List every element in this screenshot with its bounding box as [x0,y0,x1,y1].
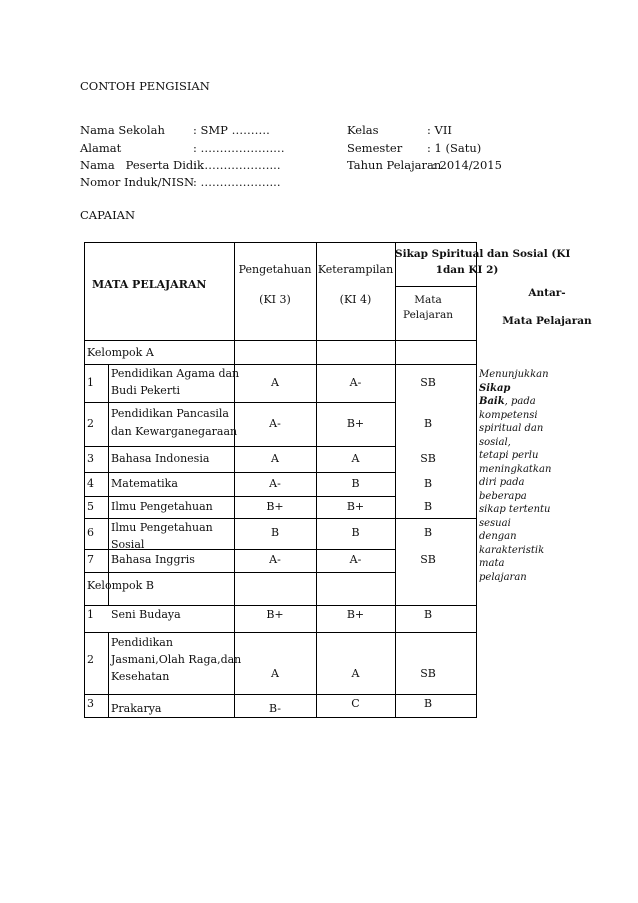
header-mata-pelajaran: MATA PELAJARAN [92,278,207,291]
info-label-semester: Semester [347,141,403,155]
note-line: sesuai dengan [479,517,517,542]
group-label-kelompok-b: Kelompok B [87,579,154,592]
row-subject: dan Kewarganegaraan [111,425,238,438]
row-ki3: A [271,667,279,680]
row-number: 4 [87,477,94,490]
row-number: 1 [87,608,94,621]
group-label-kelompok-a: Kelompok A [87,346,154,359]
row-subject: Budi Pekerti [111,384,181,397]
note-line: meningkatkan diri pada [479,463,552,488]
row-sikap: SB [420,667,436,680]
table-rule [84,402,395,403]
row-ki3: A [271,452,279,465]
info-value-tahun: : 2014/2015 [432,158,502,172]
row-subject: Matematika [111,477,178,490]
header-mata-line1: Mata [414,294,442,306]
row-ki3: B+ [266,608,284,621]
row-sikap: SB [420,376,436,389]
table-rule [108,632,109,718]
note-line: tetapi perlu [479,450,539,461]
row-ki3: A- [269,553,281,566]
table-rule [84,694,477,695]
note-line: spiritual dan sosial, [479,423,544,448]
row-ki3: B+ [266,500,284,513]
info-value-nama-sekolah: : SMP ………. [193,123,270,137]
row-ki4: A- [349,376,362,389]
header-antar-line2: Mata Pelajaran [502,315,592,327]
row-ki4: C [351,697,360,710]
info-value-nomor-induk: : ………………... [193,175,281,189]
note-text: , pada kompetensi [479,396,538,421]
row-ki4: B [351,526,360,539]
row-ki3: A [271,376,279,389]
info-value-nama-peserta: : ………………... [193,158,281,172]
info-value-alamat: : ……………….… [193,141,285,155]
row-number: 3 [87,452,94,465]
table-rule [84,242,85,718]
sikap-antar-mapel-note [479,368,551,584]
header-keterampilan-sub: (KI 4) [339,293,372,306]
row-sikap: B [423,500,433,513]
row-ki4: A [351,452,360,465]
row-subject: Sosial [111,538,145,551]
table-rule [84,605,477,606]
table-rule [84,518,477,519]
capaian-table [84,242,592,718]
row-subject: Pendidikan Pancasila [111,407,229,420]
row-sikap: B [423,477,433,490]
row-ki4: B+ [346,608,365,621]
row-number: 5 [87,500,94,513]
note-line: beberapa sikap tertentu [479,490,551,515]
row-subject: Bahasa Indonesia [111,452,210,465]
note-bold-baik: Baik [479,396,505,407]
row-number: 7 [87,553,94,566]
table-rule [84,340,477,341]
row-subject: Jasmani,Olah Raga,dan [111,653,242,666]
row-subject: Prakarya [111,702,162,715]
note-line [479,395,551,422]
row-number: 2 [87,417,94,430]
row-ki3: A- [269,417,281,430]
row-ki4: B+ [346,500,365,513]
note-line: karakteristik mata [479,544,545,569]
row-subject: Pendidikan Agama dan [111,367,240,380]
header-antar-line1: Antar- [528,287,566,299]
header-keterampilan: Keterampilan [317,263,394,276]
table-rule [84,632,477,633]
info-label-nomor-induk: Nomor Induk/NISN [80,175,195,189]
row-subject: Kesehatan [111,670,170,683]
row-sikap: B [423,697,433,710]
table-rule [84,572,395,573]
document-title: CONTOH PENGISIAN [80,79,210,93]
row-number: 1 [87,376,94,389]
info-label-nama-peserta: Nama Peserta Didik [80,158,204,172]
row-ki3: B- [268,702,281,715]
header-sikap-line1: Sikap Spiritual dan Sosial (KI [395,248,571,260]
info-label-nama-sekolah: Nama Sekolah [80,123,165,137]
info-value-semester: : 1 (Satu) [427,141,482,155]
row-ki3: A- [269,477,281,490]
row-number: 6 [87,526,94,539]
header-sikap-line2: 1dan KI 2) [435,264,499,276]
row-sikap: SB [420,553,436,566]
row-number: 3 [87,697,94,710]
table-rule [84,364,477,365]
row-subject: Ilmu Pengetahuan [111,500,213,513]
info-value-kelas: : VII [427,123,452,137]
row-sikap: SB [420,452,436,465]
row-subject: Bahasa Inggris [111,553,195,566]
row-ki3: B [270,526,280,539]
info-label-kelas: Kelas [347,123,379,137]
table-rule [84,717,477,718]
note-bold-sikap: Sikap [479,382,511,394]
note-line: pelajaran [479,571,527,583]
header-mata-line2: Pelajaran [403,309,453,321]
row-number: 2 [87,653,94,666]
header-pengetahuan: Pengetahuan [238,263,312,276]
table-rule [395,286,477,287]
row-subject: Pendidikan [111,636,173,649]
table-rule [84,472,395,473]
row-ki4: A [351,667,360,680]
row-sikap: B [423,526,433,539]
info-label-alamat: Alamat [80,141,122,155]
note-line [479,368,551,395]
row-sikap: B [423,608,433,621]
info-label-tahun: Tahun Pelajaran [347,158,442,172]
row-subject: Seni Budaya [111,608,181,621]
row-sikap: B [423,417,433,430]
table-rule [108,364,109,605]
table-rule [84,446,395,447]
table-rule [84,242,477,243]
section-heading: CAPAIAN [80,208,136,222]
header-pengetahuan-sub: (KI 3) [259,293,291,306]
row-ki4: B [351,477,360,490]
row-ki4: B+ [346,417,365,430]
note-pre: Menunjukkan [479,369,549,380]
table-rule [84,496,395,497]
row-ki4: A- [349,553,362,566]
row-subject: Ilmu Pengetahuan [111,521,213,534]
